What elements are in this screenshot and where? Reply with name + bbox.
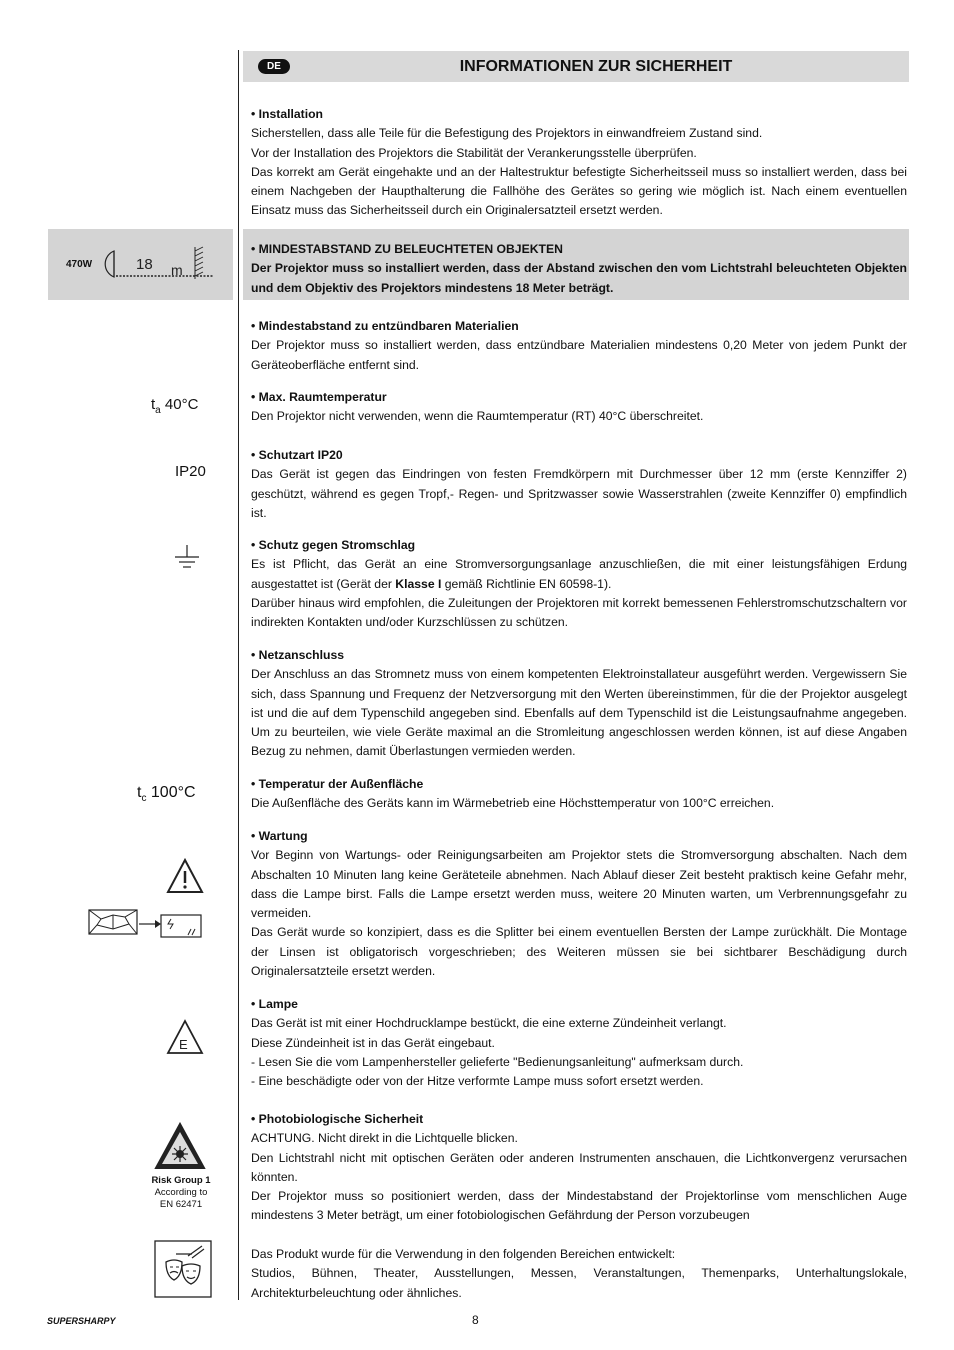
risk-group-caption (135, 1175, 227, 1211)
lamp-section (251, 995, 907, 1091)
surface-temp-section (251, 775, 907, 814)
earth-ground-icon (173, 543, 201, 573)
ip-rating-label: IP20 (175, 463, 206, 480)
surface-temp-symbol: $t_c$ 100°C (137, 784, 196, 805)
maintenance-heading: • Wartung (251, 829, 308, 843)
shock-text-2: Darüber hinaus wird empfohlen, die Zuleitungen der Projektoren mit korrekt bemessenen Fehlerstromschutzschaltern vor indirekten Kontakten und/oder Kurzschlüssen zu schützen. (251, 595, 907, 630)
lamp-heading: • Lampe (251, 997, 298, 1011)
installation-line-2: Vor der Installation des Projektors die Stabilität der Verankerungsstelle überprüfen. (251, 145, 697, 160)
distance-unit: m (171, 262, 183, 278)
lamp-line-2: Diese Zündeinheit ist in das Gerät eingebaut. (251, 1035, 495, 1050)
ip20-section (251, 446, 907, 523)
lamp-line-1: Das Gerät ist mit einer Hochdrucklampe bestückt, die eine externe Zündeinheit verlangt. (251, 1016, 727, 1031)
min-distance-lit-section (251, 240, 907, 298)
lamp-e-triangle-icon (166, 1019, 204, 1055)
distance-symbol-panel (48, 229, 233, 300)
max-temp-heading: • Max. Raumtemperatur (251, 390, 387, 404)
usage-section (251, 1245, 907, 1303)
laser-risk-icon (154, 1122, 206, 1172)
risk-group-label: Risk Group 1 (151, 1175, 211, 1186)
risk-according-label: According to (154, 1187, 208, 1198)
distance-value: 18 (136, 256, 153, 273)
installation-line-3: Das korrekt am Gerät eingehakte und an der Haltestruktur befestigte Sicherheitsseil muss so installiert werden, dass bei einem Nachgeben der Haupthalterung die Fallhöhe des Gerätes so gering wie möglich ist. Nach einem eventuellen Einsatz muss das Sicherheitsseil durch ein Originalersatzteil ersetzt werden. (251, 164, 907, 218)
installation-heading: • Installation (251, 107, 323, 121)
min-distance-flammable-section (251, 317, 907, 375)
min-distance-lit-heading: • MINDESTABSTAND ZU BELEUCHTETEN OBJEKTEN (251, 242, 563, 256)
maintenance-text-2: Das Gerät wurde so konzipiert, dass es die Splitter bei einem eventuellen Bersten der Lampe zurückhält. Die Montage der Linsen ist obligatorisch vorgeschrieben; des Weiteren müssen sie bei sichtbarer Beschädigung durch Originalersatzteile ersetzt werden. (251, 925, 907, 979)
maintenance-text: Vor Beginn von Wartungs- oder Reinigungsarbeiten am Projektor stets die Stromversorgung abschalten. Nach dem Abschalten 10 Minuten lang keine Geräteteile abnehmen. Nach Ablauf dieser Zeit besteht praktisch keine Gefahr mehr, dass die Lampe birst. Falls die Lampe ersetzt werden muss, weitere 20 Minuten warten, um Verbrennungsgefahr zu vermeiden. (251, 848, 907, 921)
min-distance-flammable-text: Der Projektor muss so installiert werden, dass entzündbare Materialien mindestens 0,20 Meter von jedem Punkt der Geräteoberfläche entfernt sind. (251, 338, 907, 372)
entertainment-masks-icon (154, 1240, 212, 1298)
ip20-heading: • Schutzart IP20 (251, 448, 343, 462)
usage-line-1: Das Produkt wurde für die Verwendung in den folgenden Bereichen entwickelt: (251, 1247, 676, 1261)
min-distance-lit-text: Der Projektor muss so installiert werden, dass der Abstand zwischen den vom Lichtstrahl beleuchteten Objekten und dem Objektiv des Projektors mindestens 18 Meter beträgt. (251, 261, 907, 295)
ambient-temp-symbol: $t_a$ 40°C (151, 396, 199, 416)
ip20-text: Das Gerät ist gegen das Eindringen von festen Fremdkörpern mit Durchmesser über 12 mm (erste Kennziffer 2) geschützt, während es gegen Tropf,- Regen- und Spritzwasser sowie Wasserstrahlen (zweite Kennziffer 0) empfindlich ist. (251, 467, 907, 520)
page-title: INFORMATIONEN ZUR SICHERHEIT (459, 58, 733, 75)
mains-section (251, 646, 907, 762)
surface-temp-text: Die Außenfläche des Geräts kann im Wärmebetrieb eine Höchsttemperatur von 100°C erreichen. (251, 796, 775, 811)
footer-brand: SUPERSHARPY (47, 1316, 116, 1326)
photobio-section (251, 1110, 907, 1226)
max-temp-section (251, 388, 907, 427)
installation-section (251, 105, 907, 221)
column-divider (238, 50, 239, 1300)
distance-power-label: 470W (66, 259, 93, 270)
broken-lens-replace-icon (87, 907, 205, 939)
usage-line-2: Studios, Bühnen, Theater, Ausstellungen, Messen, Veranstaltungen, Themenparks, Unterhaltungslokale, Architekturbeleuchtung oder ähnliches. (251, 1266, 907, 1300)
shock-section (251, 536, 907, 632)
installation-line-1: Sicherstellen, dass alle Teile für die Befestigung des Projektors in einwandfreiem Zustand sind. (251, 126, 763, 141)
warning-triangle-icon (166, 858, 204, 894)
wall-hatch-icon (192, 245, 206, 281)
mains-text: Der Anschluss an das Stromnetz muss von einem kompetenten Elektroinstallateur ausgeführt werden. Vergewissern Sie sich, dass Spannung und Frequenz der Netzversorgung mit den Werten übereinstimmen, für die der Projektor ausgelegt ist und die auf dem Typenschild angegeben sind. Ebenfalls auf dem Typenschild ist die Leistungsaufnahme angegeben. Um zu beurteilen, wie viele Geräte maximal an die Stromleitung angeschlossen werden können, ist auf diese Angaben Bezug zu nehmen, damit Überlastungen vermieden werden. (251, 667, 907, 759)
shock-text: Es ist Pflicht, das Gerät an eine Stromversorgungsanlage anzuschließen, die mit einer leistungsfähigen Erdung ausgestattet ist (Gerät der Klasse I gemäß Richtlinie EN 60598-1). (251, 557, 907, 591)
photobio-line-1: ACHTUNG. Nicht direkt in die Lichtquelle blicken. (251, 1131, 518, 1146)
lamp-e-letter: E (179, 1037, 188, 1052)
maintenance-section (251, 827, 907, 981)
risk-standard-label: EN 62471 (159, 1199, 203, 1210)
min-distance-flammable-heading: • Mindestabstand zu entzündbaren Materialien (251, 319, 519, 333)
lamp-line-3: - Lesen Sie die vom Lampenhersteller gelieferte "Bedienungsanleitung" aufmerksam durch. (251, 1054, 744, 1069)
surface-temp-heading: • Temperatur der Außenfläche (251, 777, 424, 791)
lamp-line-4: - Eine beschädigte oder von der Hitze verformte Lampe muss sofort ersetzt werden. (251, 1074, 704, 1089)
mains-heading: • Netzanschluss (251, 648, 344, 662)
photobio-line-3: Der Projektor muss so positioniert werden, dass der Mindestabstand der Projektorlinse vom menschlichen Auge mindestens 3 Meter beträgt, um einer fotobiologischen Gefährdung der Person vorzubeugen (251, 1189, 907, 1223)
photobio-line-2: Den Lichtstrahl nicht mit optischen Geräten oder anderen Instrumenten anschauen, die Lichtkonvergenz verursachen könnten. (251, 1150, 907, 1184)
photobio-heading: • Photobiologische Sicherheit (251, 1112, 424, 1126)
language-badge: DE (258, 59, 290, 74)
shock-heading: • Schutz gegen Stromschlag (251, 538, 416, 552)
max-temp-text: Den Projektor nicht verwenden, wenn die Raumtemperatur (RT) 40°C überschreitet. (251, 409, 704, 424)
page-number: 8 (472, 1313, 479, 1327)
section-header (243, 51, 909, 82)
